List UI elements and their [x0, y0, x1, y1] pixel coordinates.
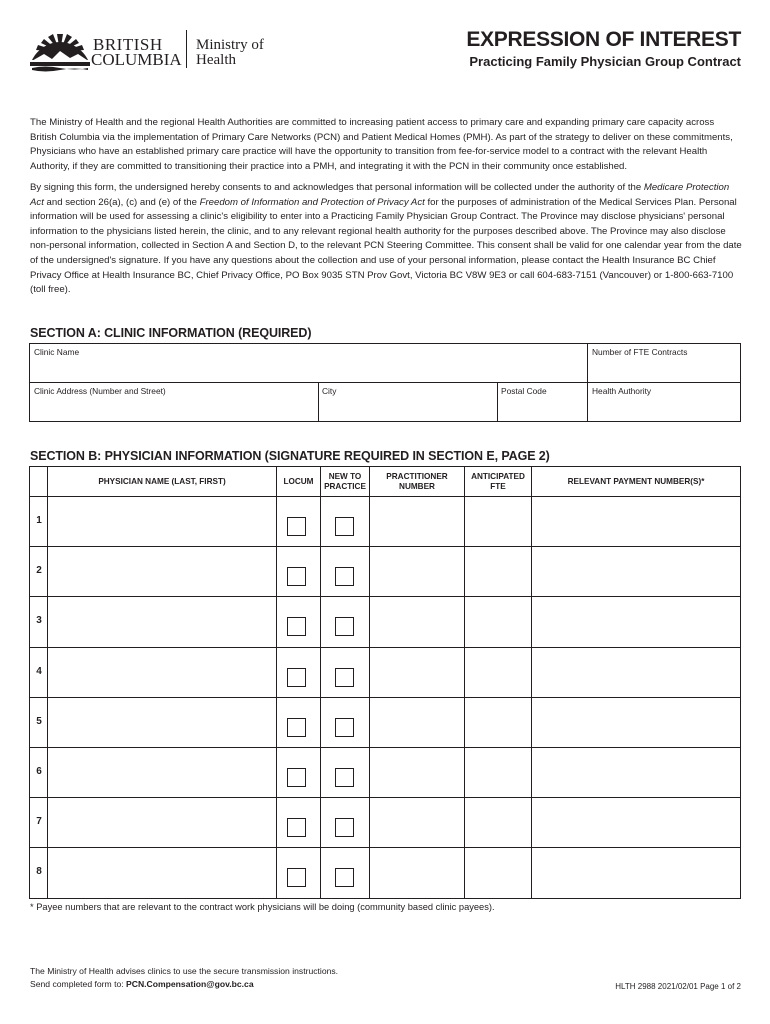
- payment-numbers-input[interactable]: [536, 513, 736, 531]
- row-number: 1: [36, 515, 42, 527]
- logo-divider: [186, 30, 187, 68]
- payment-numbers-input[interactable]: [536, 664, 736, 682]
- intro-paragraph-1: The Ministry of Health and the regional Health Authorities are committed to increasing patient access to primary care and expanding primary care capacity across British Columbia via the implementation of Primary Care Networks (PCN) and Patient Medical Homes (PMH). As part of the strategy to deliver on these commitments, Physicians who have an established primary care practice will have the opportunity to transition from fee-for-service model to a contract with the relevant Health Authority, if they are committed to transitioning their practice into a PMH, and integrating it with the PCN in their community once established.: [30, 117, 733, 172]
- anticipated-fte-input[interactable]: [469, 563, 527, 581]
- table-row: [30, 748, 740, 798]
- practitioner-number-input[interactable]: [374, 513, 460, 531]
- practitioner-number-input[interactable]: [374, 864, 460, 882]
- locum-checkbox[interactable]: [287, 818, 306, 837]
- new-to-practice-header: [321, 467, 369, 496]
- physician-name-input[interactable]: [52, 764, 272, 782]
- practitioner-number-input[interactable]: [374, 764, 460, 782]
- physician-name-input[interactable]: [52, 513, 272, 531]
- bc-government-logo: [30, 28, 270, 74]
- anticipated-fte-input[interactable]: [469, 814, 527, 832]
- practitioner-number-input[interactable]: [374, 613, 460, 631]
- foippa-act-name: Freedom of Information and Protection of Privacy Act: [199, 196, 425, 208]
- row-number: 7: [36, 816, 42, 828]
- locum-checkbox[interactable]: [287, 768, 306, 787]
- table-row: [30, 497, 740, 547]
- consent-text-a: By signing this form, the undersigned hereby consents to and acknowledges that personal information will be collected under the authority of the: [30, 182, 644, 193]
- fte-contracts-input[interactable]: [592, 360, 736, 378]
- new-to-practice-checkbox[interactable]: [335, 617, 354, 636]
- practitioner-number-input[interactable]: [374, 814, 460, 832]
- anticipated-fte-line1: ANTICIPATED: [471, 471, 525, 481]
- locum-checkbox[interactable]: [287, 668, 306, 687]
- new-to-practice-line1: NEW TO: [328, 471, 362, 481]
- section-a-heading: SECTION A: CLINIC INFORMATION (REQUIRED): [30, 326, 312, 340]
- locum-checkbox[interactable]: [287, 718, 306, 737]
- anticipated-fte-input[interactable]: [469, 664, 527, 682]
- table-row: [30, 597, 740, 647]
- physician-name-header: PHYSICIAN NAME (LAST, FIRST): [98, 476, 226, 486]
- table-row: [30, 798, 740, 848]
- logo-text-british: BRITISH: [93, 35, 163, 54]
- new-to-practice-checkbox[interactable]: [335, 567, 354, 586]
- ministry-text: Ministry of: [196, 37, 264, 53]
- new-to-practice-checkbox[interactable]: [335, 517, 354, 536]
- practitioner-number-line2: NUMBER: [399, 481, 435, 491]
- table-row: [30, 648, 740, 698]
- locum-checkbox[interactable]: [287, 517, 306, 536]
- consent-text-c: for the purposes of administration of the Medical Services Plan. Personal information will be used for assessing a clinic's eligibility to enter into a Practicing Family Physician Group Contract. The Province may disclose physicians' personal information to the physicians listed herein, the clinic, and to any relevant regional health authority for the purposes described above. The Province may also disclose non-personal information, collected in Section A and Section D, to the relevant PCN Steering Committee. This consent shall be valid for one calendar year from the date of the undersigned's signature. If you have any questions about the collection and use of your personal information, please contact the Health Insurance BC Chief Privacy Office at Health Insurance BC, Chief Privacy Office, PO Box 9035 STN Prov Govt, Victoria BC V8W 9E3 or call 604-683-7151 (Vancouver) or 1-800-663-7100 (toll free).: [30, 196, 742, 296]
- anticipated-fte-input[interactable]: [469, 613, 527, 631]
- document-subtitle: Practicing Family Physician Group Contract: [469, 54, 741, 69]
- anticipated-fte-input[interactable]: [469, 714, 527, 732]
- locum-checkbox[interactable]: [287, 567, 306, 586]
- payee-footnote: * Payee numbers that are relevant to the contract work physicians will be doing (community based clinic payees).: [30, 902, 495, 912]
- payment-numbers-header: RELEVANT PAYMENT NUMBER(S)*: [567, 476, 705, 486]
- anticipated-fte-input[interactable]: [469, 764, 527, 782]
- medicare-act-name: Medicare Protection Act: [30, 182, 730, 208]
- physician-table: [29, 466, 741, 899]
- practitioner-number-header: [370, 467, 464, 496]
- section-a-row-divider: [30, 382, 740, 383]
- send-to-label: Send completed form to:: [30, 979, 127, 989]
- health-authority-input[interactable]: [592, 399, 736, 417]
- table-row: [30, 547, 740, 597]
- new-to-practice-checkbox[interactable]: [335, 768, 354, 787]
- practitioner-number-input[interactable]: [374, 563, 460, 581]
- clinic-name-input[interactable]: [34, 360, 584, 378]
- fte-contracts-label: Number of FTE Contracts: [592, 347, 688, 357]
- form-id: HLTH 2988 2021/02/01 Page 1 of 2: [615, 982, 741, 991]
- section-b-heading: SECTION B: PHYSICIAN INFORMATION (SIGNATURE REQUIRED IN SECTION E, PAGE 2): [30, 449, 550, 463]
- section-a-col-divider: [497, 382, 498, 421]
- submission-email-link[interactable]: PCN.Compensation@gov.bc.ca: [126, 979, 254, 989]
- table-row: [30, 698, 740, 748]
- row-number: 8: [36, 866, 42, 878]
- anticipated-fte-header: [465, 467, 531, 496]
- row-number: 5: [36, 715, 42, 727]
- practitioner-number-line1: PRACTITIONER: [386, 471, 448, 481]
- payment-numbers-input[interactable]: [536, 613, 736, 631]
- payment-numbers-input[interactable]: [536, 714, 736, 732]
- new-to-practice-line2: PRACTICE: [324, 481, 366, 491]
- physician-name-input[interactable]: [52, 714, 272, 732]
- new-to-practice-checkbox[interactable]: [335, 668, 354, 687]
- anticipated-fte-input[interactable]: [469, 513, 527, 531]
- row-number: 4: [36, 665, 42, 677]
- clinic-address-input[interactable]: [34, 399, 314, 417]
- anticipated-fte-line2: FTE: [490, 481, 506, 491]
- send-to-line: [30, 979, 254, 989]
- locum-checkbox[interactable]: [287, 617, 306, 636]
- new-to-practice-checkbox[interactable]: [335, 868, 354, 887]
- physician-name-input[interactable]: [52, 814, 272, 832]
- section-a-table: [29, 343, 741, 422]
- practitioner-number-input[interactable]: [374, 714, 460, 732]
- anticipated-fte-input[interactable]: [469, 864, 527, 882]
- intro-paragraph-2: [30, 181, 742, 298]
- health-text: Health: [196, 52, 236, 68]
- row-number: 6: [36, 766, 42, 778]
- section-a-col-divider: [587, 344, 588, 421]
- payment-numbers-input[interactable]: [536, 814, 736, 832]
- bc-sun-icon: [30, 30, 90, 72]
- new-to-practice-checkbox[interactable]: [335, 818, 354, 837]
- clinic-name-label: Clinic Name: [34, 347, 80, 357]
- new-to-practice-checkbox[interactable]: [335, 718, 354, 737]
- payment-numbers-input[interactable]: [536, 563, 736, 581]
- document-title: EXPRESSION OF INTEREST: [466, 28, 741, 51]
- clinic-address-label: Clinic Address (Number and Street): [34, 386, 166, 396]
- row-number: 2: [36, 565, 42, 577]
- payment-numbers-input[interactable]: [536, 864, 736, 882]
- practitioner-number-input[interactable]: [374, 664, 460, 682]
- physician-name-input[interactable]: [52, 563, 272, 581]
- city-input[interactable]: [322, 399, 494, 417]
- physician-name-input[interactable]: [52, 864, 272, 882]
- city-label: City: [322, 386, 337, 396]
- consent-text-b: and section 26(a), (c) and (e) of the: [43, 196, 200, 208]
- physician-name-input[interactable]: [52, 664, 272, 682]
- locum-checkbox[interactable]: [287, 868, 306, 887]
- transmission-advice: The Ministry of Health advises clinics to use the secure transmission instructions.: [30, 966, 339, 976]
- postal-code-input[interactable]: [501, 399, 583, 417]
- postal-code-label: Postal Code: [501, 386, 547, 396]
- logo-text-columbia: COLUMBIA: [91, 50, 182, 69]
- table-row: [30, 848, 740, 898]
- health-authority-label: Health Authority: [592, 386, 652, 396]
- row-number: 3: [36, 615, 42, 627]
- section-a-col-divider: [318, 382, 319, 421]
- locum-header: LOCUM: [283, 476, 314, 486]
- payment-numbers-input[interactable]: [536, 764, 736, 782]
- physician-name-input[interactable]: [52, 613, 272, 631]
